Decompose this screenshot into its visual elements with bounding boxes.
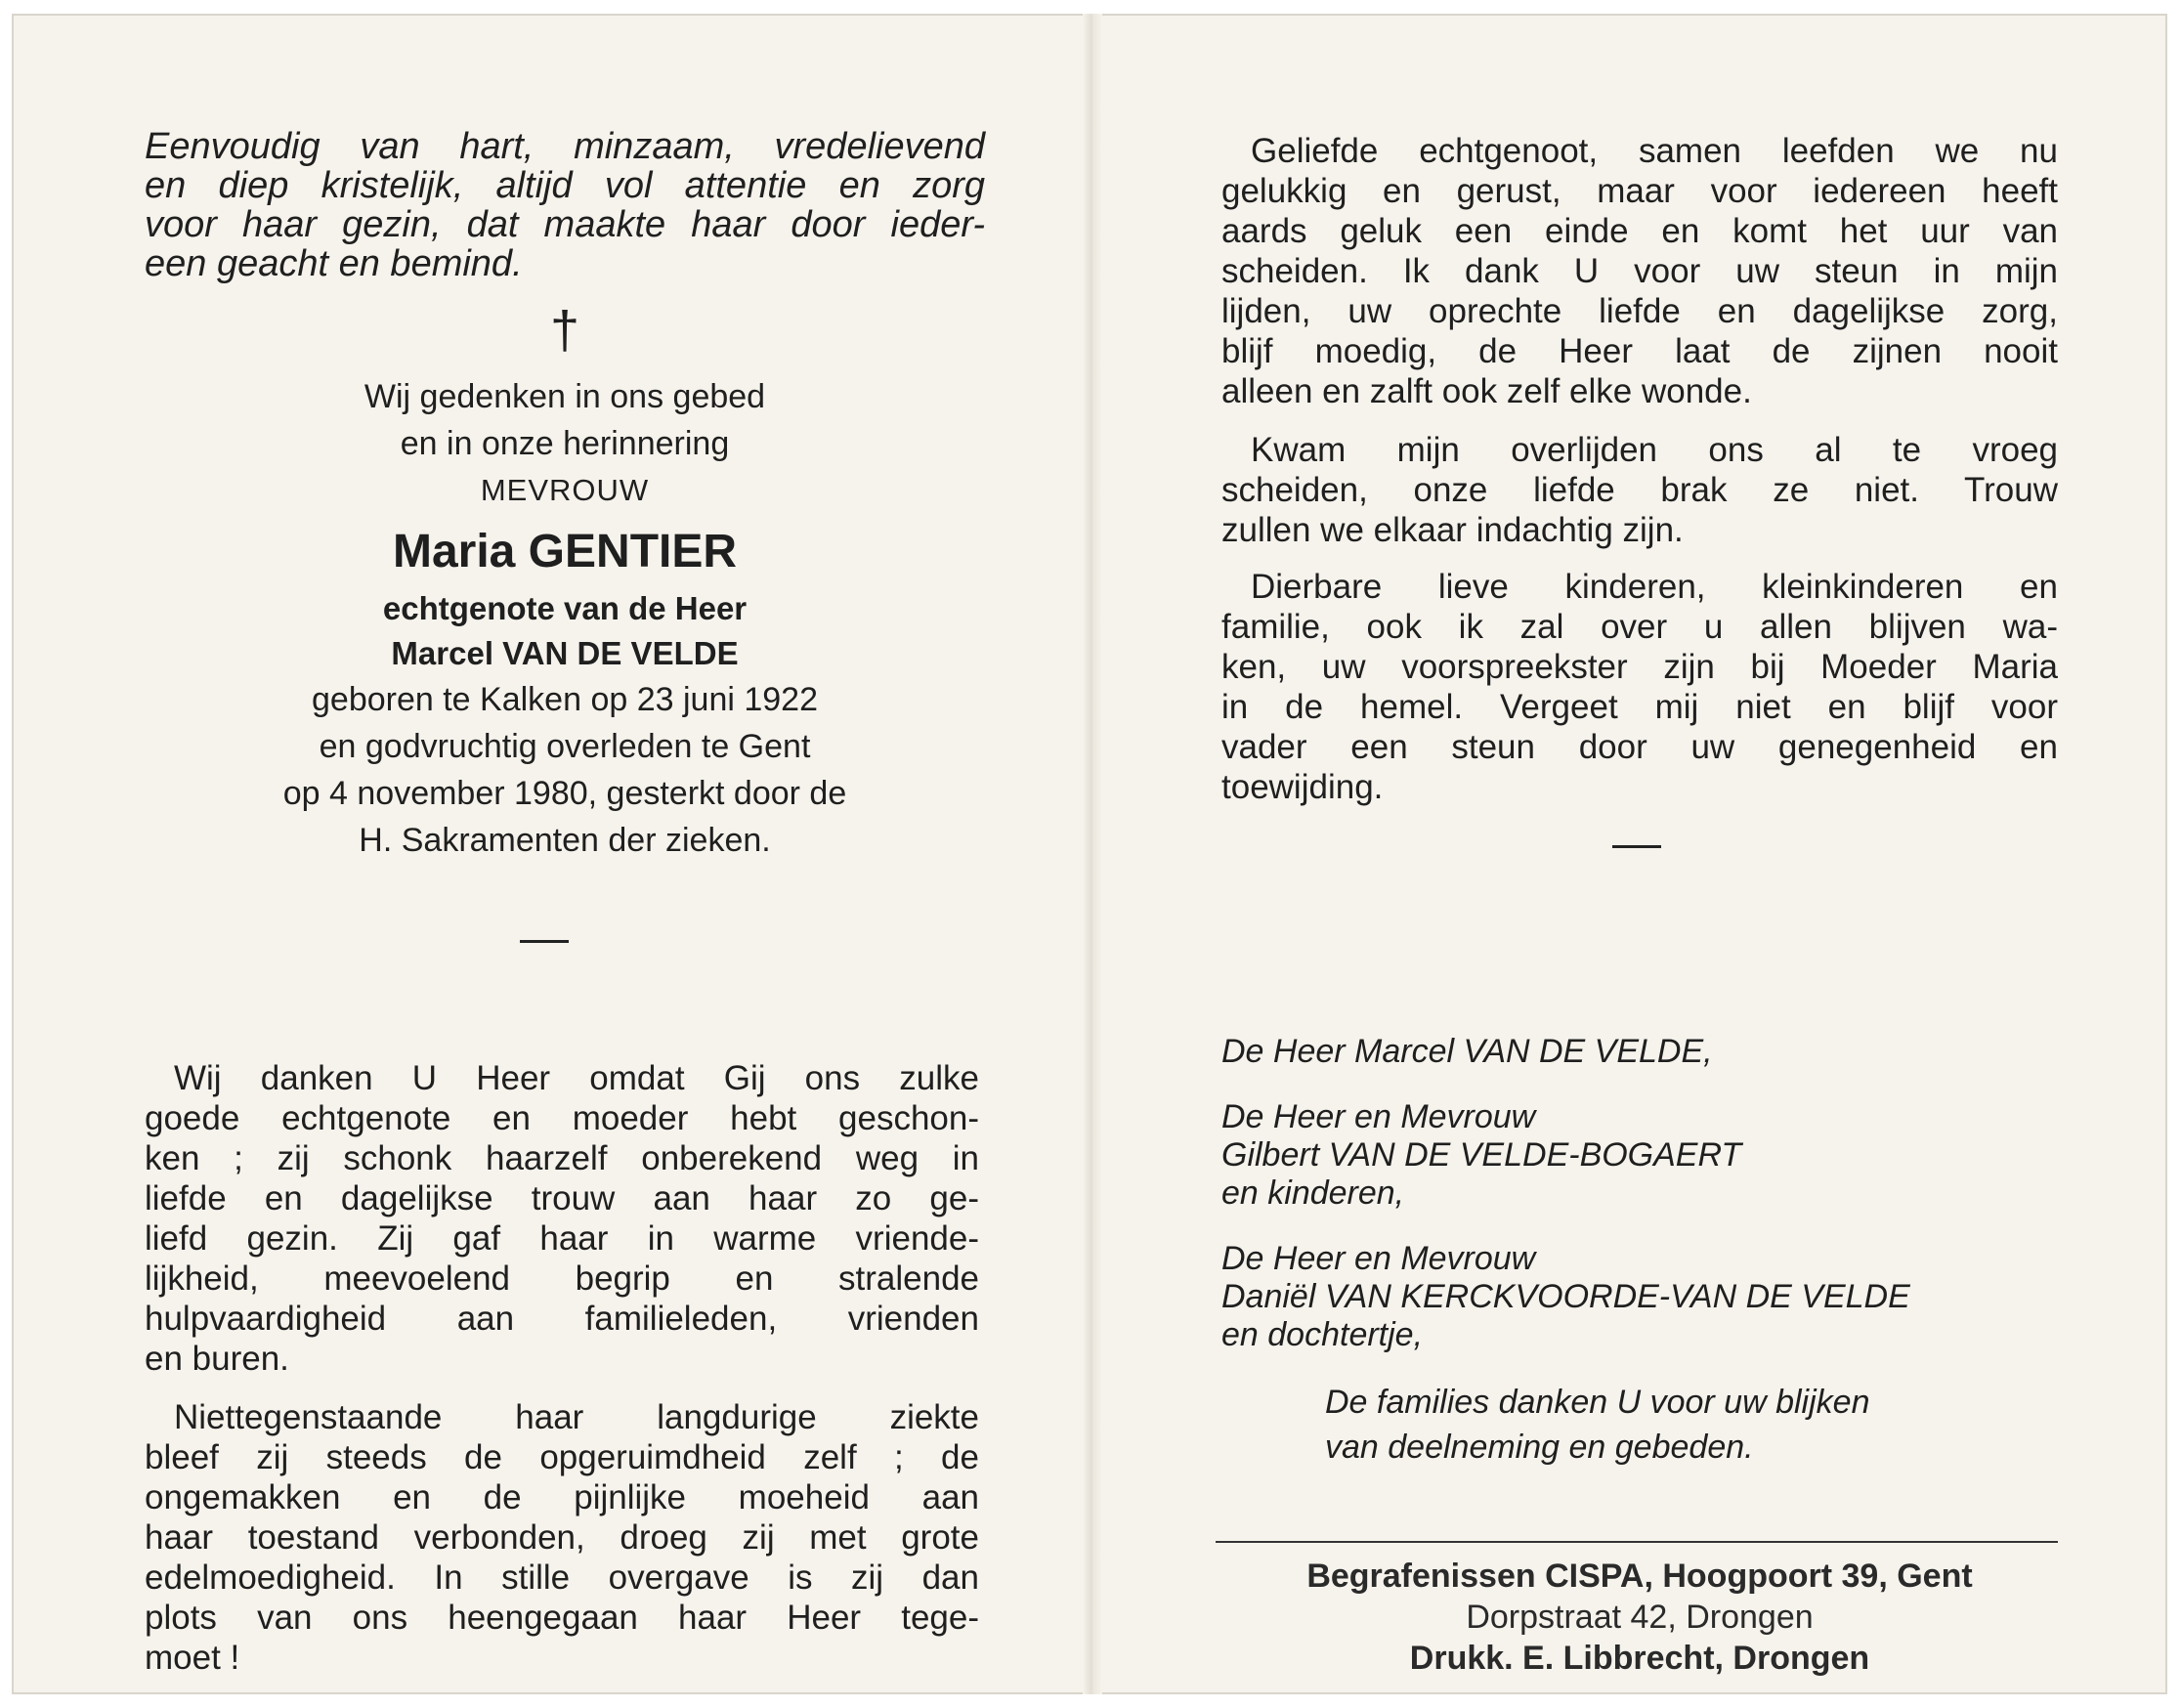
family-line: De Heer en Mevrouw	[1221, 1098, 1536, 1135]
paragraph-line: vader een steun door uw genegenheid en	[1221, 728, 2058, 766]
paragraph-line: Dierbare lieve kinderen, kleinkinderen en	[1251, 568, 2058, 606]
paragraph-line: goede echtgenote en moeder hebt geschon-	[145, 1099, 979, 1137]
paragraph-line: gelukkig en gerust, maar voor iedereen heeft	[1221, 172, 2058, 210]
family-line: en kinderen,	[1221, 1174, 1405, 1212]
paragraph-line: lijkheid, meevoelend begrip en stralende	[145, 1260, 979, 1298]
spouse-name: Marcel VAN DE VELDE	[391, 635, 739, 671]
tribute-paragraph	[145, 1058, 979, 1379]
paragraph-line: ongemakken en de pijnlijke moeheid aan	[145, 1478, 979, 1516]
opening-quote	[145, 127, 985, 283]
paragraph-line: aards geluk een einde en komt het uur van	[1221, 212, 2058, 250]
death-date-line: op 4 november 1980, gesterkt door de	[282, 775, 847, 812]
card-fold	[1083, 14, 1102, 1694]
paragraph-line: liefde en dagelijkse trouw aan haar zo ge-	[145, 1179, 979, 1217]
separator-dash	[1612, 845, 1661, 848]
paragraph-line: in de hemel. Vergeet mij niet en blijf voor	[1221, 688, 2058, 726]
separator-dash	[520, 940, 569, 943]
paragraph-line: Geliefde echtgenoot, samen leefden we nu	[1251, 132, 2058, 170]
quote-line: een geacht en bemind.	[145, 243, 523, 284]
family-list	[1221, 1033, 2058, 1382]
thanks-line: De families danken U voor uw blijken	[1325, 1384, 1870, 1421]
quote-line: en diep kristelijk, altijd vol attentie en zorg	[145, 165, 985, 206]
deceased-name: Maria GENTIER	[392, 526, 738, 577]
paragraph-line: scheiden. Ik dank U voor uw steun in mijn	[1221, 252, 2058, 290]
family-line: Daniël VAN KERCKVOORDE-VAN DE VELDE	[1221, 1278, 1910, 1315]
paragraph-line: en buren.	[145, 1340, 289, 1378]
paragraph-line: alleen en zalft ook zelf elke wonde.	[1221, 372, 1752, 410]
sacraments-line: H. Sakramenten der zieken.	[359, 822, 771, 859]
paragraph-line: edelmoedigheid. In stille overgave is zij dan	[145, 1559, 979, 1597]
children-paragraph	[1221, 567, 2058, 807]
paragraph-line: moet !	[145, 1639, 240, 1677]
paragraph-line: liefd gezin. Zij gaf haar in warme vriende-	[145, 1219, 979, 1258]
paragraph-line: zullen we elkaar indachtig zijn.	[1221, 511, 1684, 549]
thanks-line: van deelneming en gebeden.	[1325, 1429, 1754, 1466]
family-line: De Heer en Mevrouw	[1221, 1240, 1536, 1277]
paragraph-line: scheiden, onze liefde brak ze niet. Trouw	[1221, 471, 2058, 509]
paragraph-line: ken ; zij schonk haarzelf onberekend weg in	[145, 1139, 979, 1177]
paragraph-line: haar toestand verbonden, droeg zij met grote	[145, 1518, 979, 1557]
memorial-line: en in onze herinnering	[400, 425, 730, 462]
printer-line: Begrafenissen CISPA, Hoogpoort 39, Gent	[1306, 1558, 1973, 1595]
family-entry	[1221, 1240, 2058, 1354]
memorial-title: MEVROUW	[480, 473, 650, 507]
family-line: De Heer Marcel VAN DE VELDE,	[1221, 1033, 1713, 1070]
printer-line: Dorpstraat 42, Drongen	[1466, 1599, 1814, 1636]
spouse-line: echtgenote van de Heer	[382, 590, 748, 626]
cross-icon: †	[549, 301, 580, 360]
paragraph-line: lijden, uw oprechte liefde en dagelijkse zorg,	[1221, 292, 2058, 330]
illness-paragraph	[145, 1397, 979, 1678]
paragraph-line: plots van ons heengegaan haar Heer tege-	[145, 1599, 979, 1637]
birth-line: geboren te Kalken op 23 juni 1922	[312, 681, 818, 718]
spouse-paragraph	[1221, 131, 2058, 411]
family-entry	[1221, 1033, 2058, 1071]
thanks-note	[1325, 1380, 2048, 1470]
paragraph-line: Wij danken U Heer omdat Gij ons zulke	[174, 1059, 979, 1097]
printer-line: Drukk. E. Libbrecht, Drongen	[1409, 1640, 1870, 1677]
quote-line: Eenvoudig van hart, minzaam, vredelievend	[145, 126, 985, 167]
paragraph-line: familie, ook ik zal over u allen blijven wa-	[1221, 608, 2058, 646]
paragraph-line: Kwam mijn overlijden ons al te vroeg	[1251, 431, 2058, 469]
love-paragraph	[1221, 430, 2058, 550]
paragraph-line: Niettegenstaande haar langdurige ziekte	[174, 1398, 979, 1436]
quote-line: voor haar gezin, dat maakte haar door ieder-	[145, 204, 985, 245]
memorial-block	[145, 373, 985, 864]
printer-rule	[1216, 1541, 2058, 1543]
paragraph-line: toewijding.	[1221, 768, 1384, 806]
paragraph-line: blijf moedig, de Heer laat de zijnen nooit	[1221, 332, 2058, 370]
paragraph-line: bleef zij steeds de opgeruimdheid zelf ; de	[145, 1438, 979, 1476]
paragraph-line: ken, uw voorspreekster zijn bij Moeder Maria	[1221, 648, 2058, 686]
memorial-line: Wij gedenken in ons gebed	[364, 378, 766, 415]
paragraph-line: hulpvaardigheid aan familieleden, vrienden	[145, 1300, 979, 1338]
family-line: en dochtertje,	[1221, 1316, 1424, 1353]
family-entry	[1221, 1098, 2058, 1213]
family-line: Gilbert VAN DE VELDE-BOGAERT	[1221, 1136, 1742, 1174]
printer-info	[1221, 1556, 2058, 1679]
death-line: en godvruchtig overleden te Gent	[319, 728, 811, 765]
